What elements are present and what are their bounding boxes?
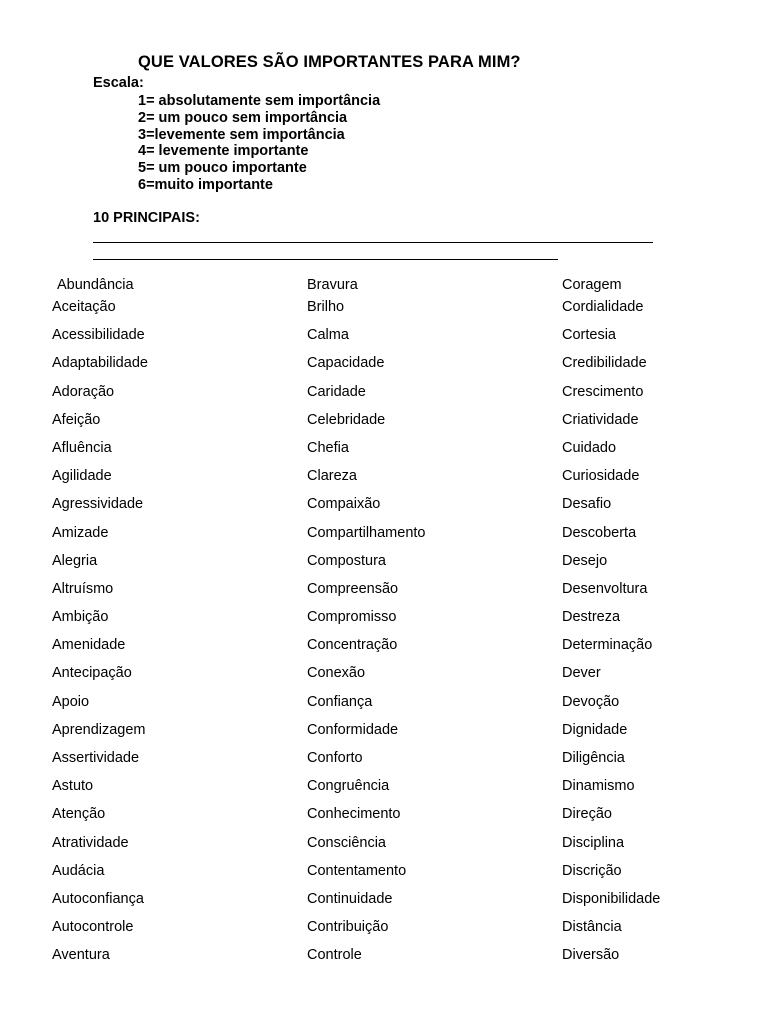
values-column-2 <box>307 276 425 975</box>
value-item: Aventura <box>52 947 110 964</box>
value-item: Ambição <box>52 609 109 626</box>
value-item: Brilho <box>307 299 345 315</box>
value-item: Disponibilidade <box>562 890 661 907</box>
value-item: Disciplina <box>562 834 625 851</box>
value-item: Assertividade <box>52 750 140 766</box>
value-item: Dignidade <box>562 721 628 738</box>
page-title: QUE VALORES SÃO IMPORTANTES PARA MIM? <box>138 53 521 71</box>
value-item: Aprendizagem <box>52 721 146 738</box>
value-item: Conformidade <box>307 721 399 738</box>
value-item: Amenidade <box>52 637 126 654</box>
value-item: Destreza <box>562 609 621 626</box>
value-item: Celebridade <box>307 411 386 428</box>
value-item: Chefia <box>307 439 349 456</box>
value-item: Acessibilidade <box>52 327 145 344</box>
top-ten-label: 10 PRINCIPAIS: <box>93 210 200 226</box>
value-item: Direção <box>562 806 612 823</box>
value-item: Atenção <box>52 806 106 823</box>
value-item: Dever <box>562 665 601 682</box>
value-item: Concentração <box>307 637 398 654</box>
value-item: Curiosidade <box>562 468 640 485</box>
value-item: Autocontrole <box>52 919 134 936</box>
value-item: Bravura <box>307 277 358 293</box>
value-item: Discrição <box>562 862 622 879</box>
value-item: Autoconfiança <box>52 890 144 907</box>
value-item: Contentamento <box>307 862 407 879</box>
value-item: Determinação <box>562 637 653 654</box>
value-item: Cortesia <box>562 327 616 344</box>
value-item: Apoio <box>52 693 90 710</box>
value-item: Coragem <box>562 277 622 293</box>
value-item: Compreensão <box>307 580 399 597</box>
scale-item: 6=muito importante <box>138 176 273 193</box>
value-item: Adaptabilidade <box>52 355 148 372</box>
answer-line <box>93 259 558 260</box>
value-item: Aceitação <box>52 299 116 315</box>
value-item: Compaixão <box>307 496 381 513</box>
value-item: Cordialidade <box>562 299 644 315</box>
value-item: Alegria <box>52 552 98 569</box>
scale-item: 4= levemente importante <box>138 143 309 160</box>
value-item: Amizade <box>52 524 109 541</box>
value-item: Criatividade <box>562 411 639 428</box>
value-item: Continuidade <box>307 890 393 907</box>
value-item: Dinamismo <box>562 778 635 795</box>
value-item: Diversão <box>562 947 620 964</box>
scale-heading: Escala: <box>93 75 144 91</box>
values-column-3 <box>562 276 660 975</box>
value-item: Contribuição <box>307 919 389 936</box>
value-item: Compromisso <box>307 609 397 626</box>
value-item: Desejo <box>562 552 608 569</box>
value-item: Controle <box>307 947 362 964</box>
scale-item: 3=levemente sem importância <box>138 126 345 143</box>
scale-item: 1= absolutamente sem importância <box>138 93 381 109</box>
value-item: Desafio <box>562 496 612 513</box>
value-item: Afluência <box>52 439 112 456</box>
value-item: Audácia <box>52 862 105 879</box>
value-item: Adoração <box>52 383 115 400</box>
value-item: Cuidado <box>562 439 617 456</box>
value-item: Diligência <box>562 750 625 766</box>
values-column-1 <box>52 276 148 975</box>
value-item: Astuto <box>52 778 94 795</box>
value-item: Clareza <box>307 468 357 485</box>
value-item: Conhecimento <box>307 806 401 823</box>
value-item: Altruísmo <box>52 580 114 597</box>
value-item: Abundância <box>57 277 134 293</box>
scale-item: 2= um pouco sem importância <box>138 109 348 126</box>
value-item: Distância <box>562 919 622 936</box>
value-item: Compostura <box>307 552 386 569</box>
value-item: Credibilidade <box>562 355 647 372</box>
value-item: Crescimento <box>562 383 644 400</box>
value-item: Calma <box>307 327 349 344</box>
value-item: Devoção <box>562 693 620 710</box>
value-item: Congruência <box>307 778 390 795</box>
answer-line <box>93 242 653 243</box>
value-item: Caridade <box>307 383 366 400</box>
value-item: Capacidade <box>307 355 385 372</box>
value-item: Conexão <box>307 665 366 682</box>
value-item: Agilidade <box>52 468 112 485</box>
value-item: Descoberta <box>562 524 637 541</box>
value-item: Desenvoltura <box>562 580 648 597</box>
value-item: Conforto <box>307 750 363 766</box>
value-item: Consciência <box>307 834 386 851</box>
value-item: Agressividade <box>52 496 144 513</box>
scale-list <box>138 93 380 194</box>
value-item: Antecipação <box>52 665 132 682</box>
value-item: Atratividade <box>52 834 129 851</box>
value-item: Compartilhamento <box>307 524 426 541</box>
value-item: Confiança <box>307 693 373 710</box>
value-item: Afeição <box>52 411 101 428</box>
scale-item: 5= um pouco importante <box>138 160 307 177</box>
